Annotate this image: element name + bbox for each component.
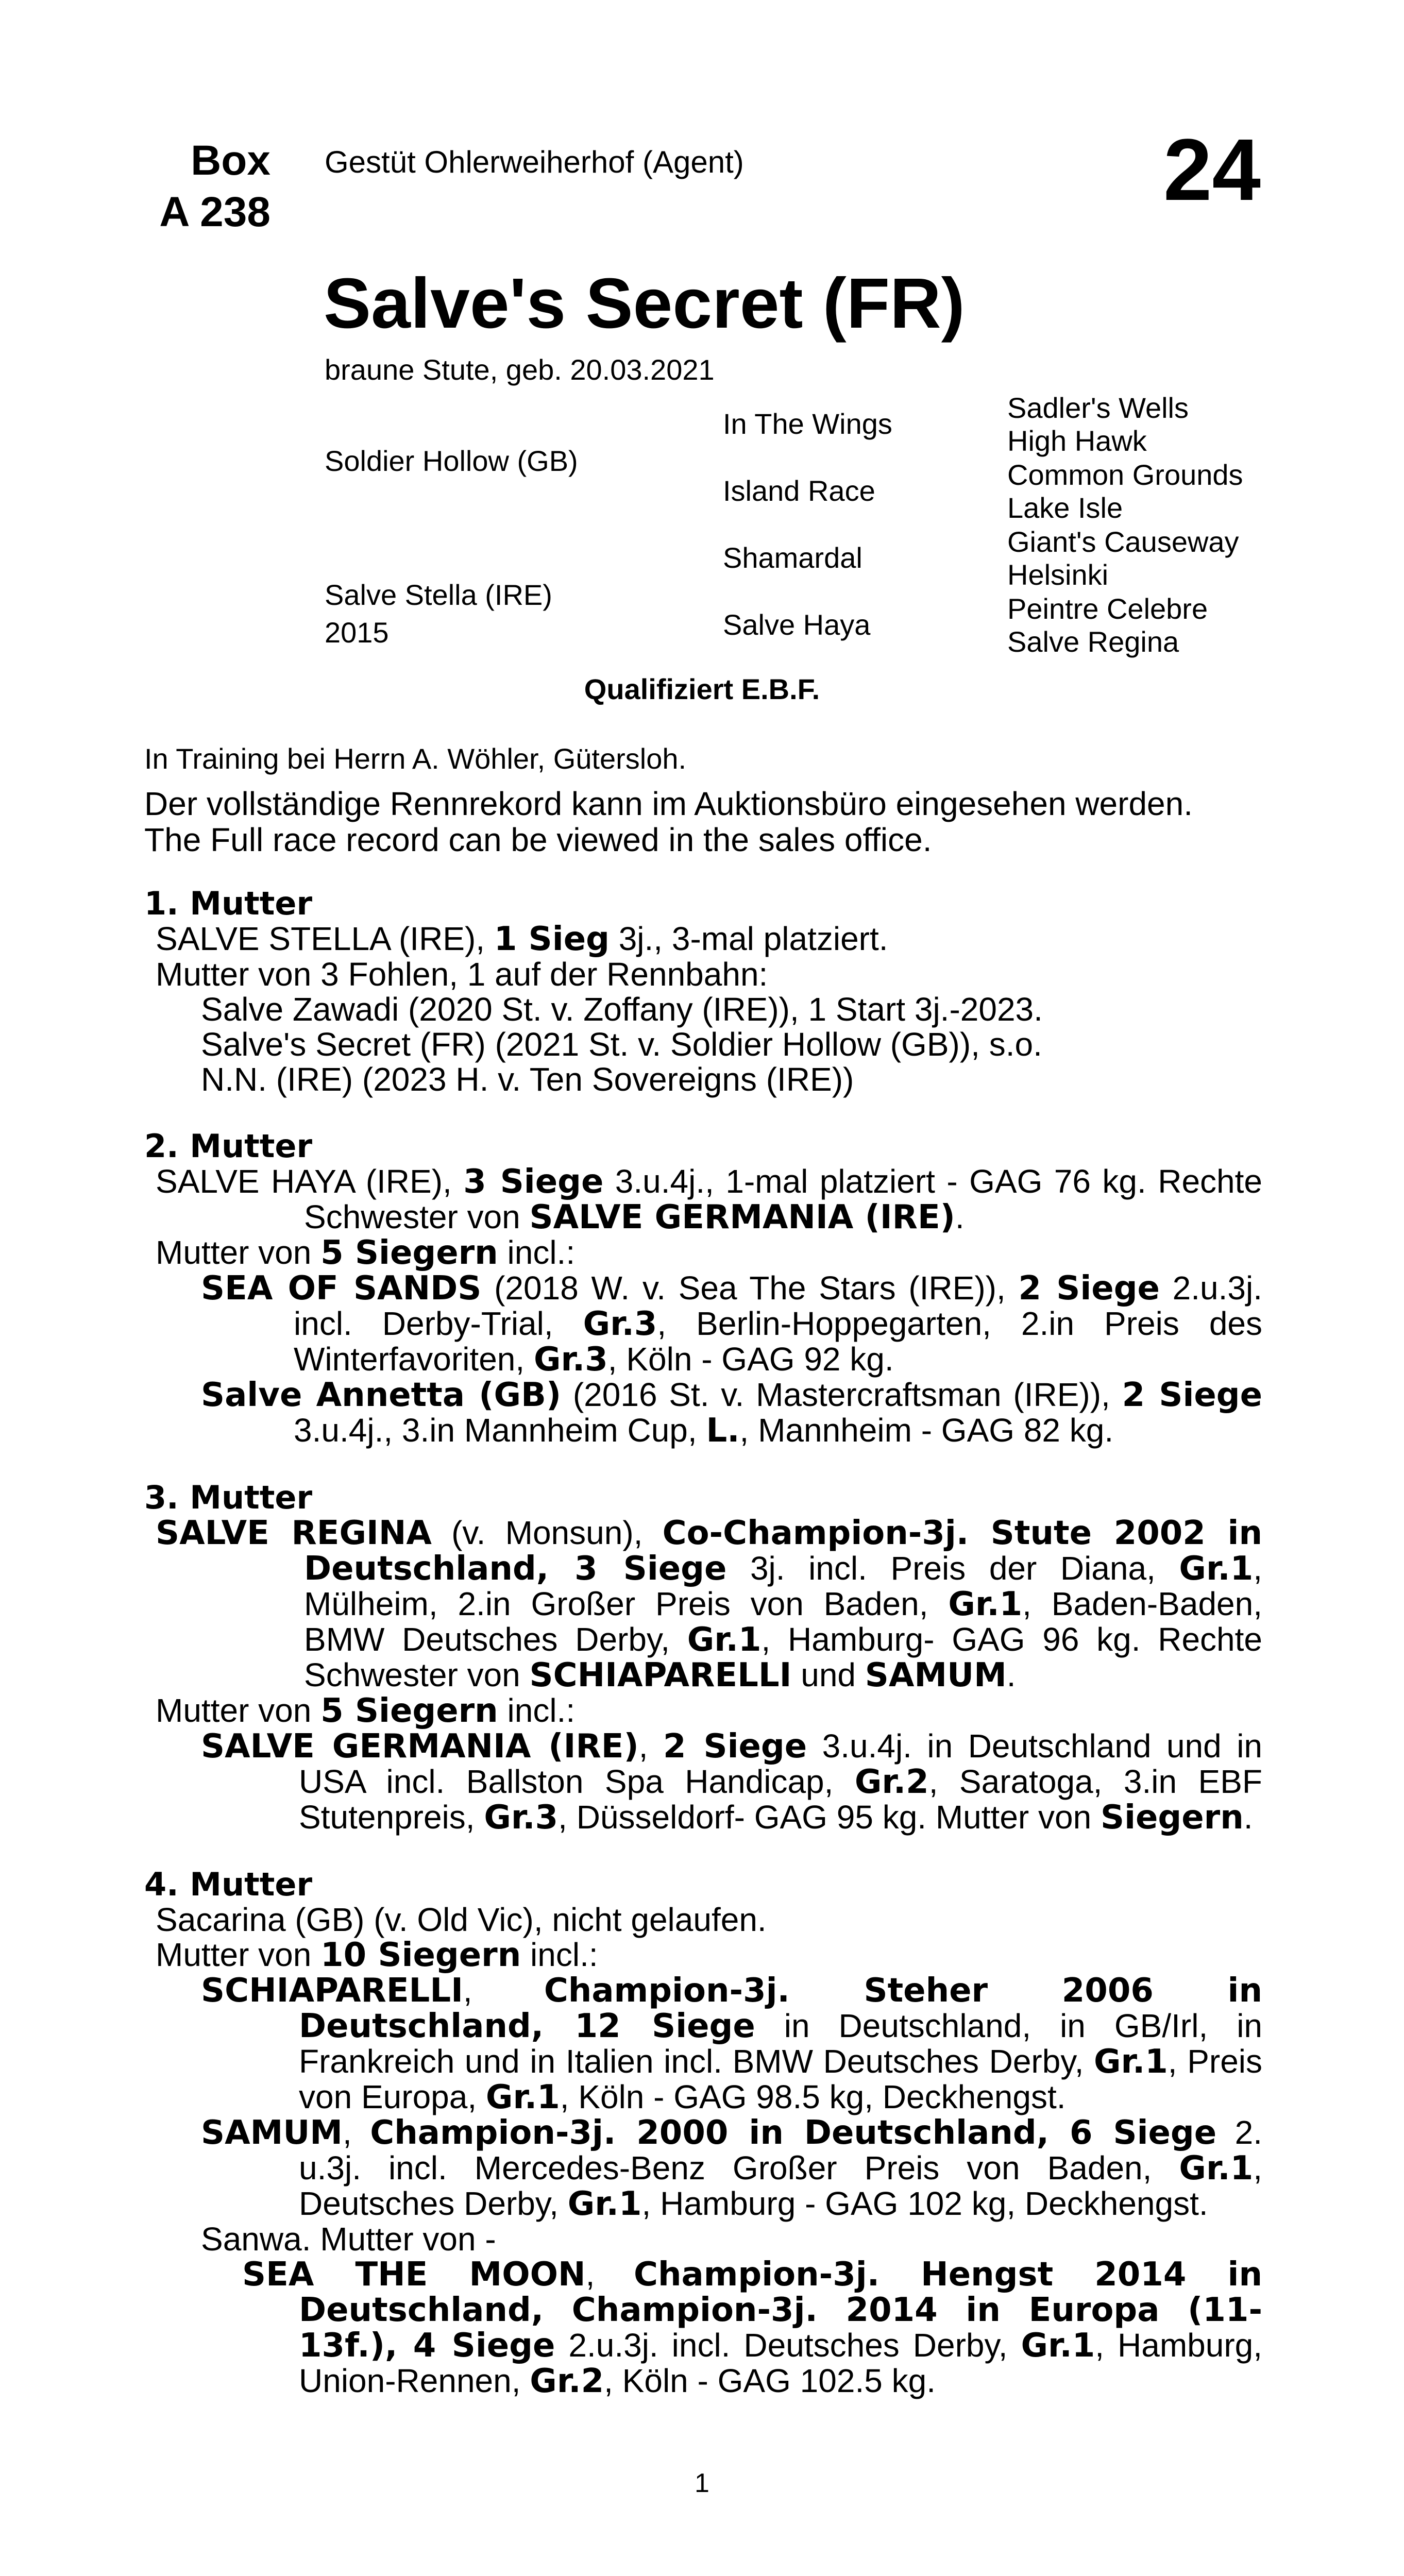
produce-intro: Mutter von 10 Siegern incl.: — [156, 1936, 598, 1974]
pedigree-sire: Soldier Hollow (GB) — [325, 445, 578, 477]
pedigree-grandparent: In The Wings — [723, 408, 892, 440]
section-heading: 1. Mutter — [144, 885, 313, 922]
race-record-en: The Full race record can be viewed in the sales office. — [144, 821, 932, 858]
produce-item: Salve Annetta (GB) (2016 St. v. Mastercraftsman (IRE)), 2 Siege 3.u.4j., 3.in Mannheim Cup, L., Mannheim - GAG 82 kg. — [201, 1376, 1263, 1450]
produce-intro: Mutter von 3 Fohlen, 1 auf der Rennbahn: — [156, 956, 768, 993]
section-dam-2 — [144, 1129, 1262, 1448]
pedigree-dam: Salve Stella (IRE) — [325, 579, 552, 611]
section-heading: 4. Mutter — [144, 1866, 313, 1903]
pedigree-dam-year: 2015 — [325, 616, 389, 649]
race-record-note — [144, 786, 1193, 858]
horse-description: braune Stute, geb. 20.03.2021 — [325, 353, 715, 386]
family-content — [144, 886, 1262, 2399]
page-number: 1 — [695, 2468, 709, 2498]
section-dam-3 — [144, 1480, 1262, 1835]
produce-item: SALVE GERMANIA (IRE), 2 Siege 3.u.4j. in Deutschland und in USA incl. Ballston Spa Handicap, Gr.2, Saratoga, 3.in EBF Stutenpreis, Gr.3, Düsseldorf- GAG 95 kg. Mutter von Siegern. — [201, 1727, 1263, 1837]
produce-item: Salve's Secret (FR) (2021 St. v. Soldier Hollow (GB)), s.o. — [201, 1026, 1042, 1063]
pedigree-great-grandparent: Sadler's Wells — [1007, 392, 1189, 424]
dam-line: Sacarina (GB) (v. Old Vic), nicht gelaufen. — [156, 1901, 767, 1938]
pedigree-grandparent: Island Race — [723, 474, 875, 507]
produce-item: Salve Zawadi (2020 St. v. Zoffany (IRE)), 1 Start 3j.-2023. — [201, 991, 1043, 1028]
section-heading: 2. Mutter — [144, 1127, 313, 1165]
produce-intro: Mutter von 5 Siegern incl.: — [156, 1234, 576, 1272]
pedigree-great-grandparent: High Hawk — [1007, 425, 1147, 457]
horse-name: Salve's Secret (FR) — [324, 264, 965, 343]
lot-number: 24 — [1163, 121, 1261, 219]
pedigree-great-grandparent: Lake Isle — [1007, 492, 1123, 524]
produce-item: Sanwa. Mutter von - — [201, 2221, 496, 2258]
pedigree-grandparent: Shamardal — [723, 541, 862, 574]
pedigree-great-grandparent: Common Grounds — [1007, 459, 1243, 491]
produce-item: N.N. (IRE) (2023 H. v. Ten Sovereigns (IRE)) — [201, 1061, 854, 1098]
dam-line: SALVE REGINA (v. Monsun), Co-Champion-3j. Stute 2002 in Deutschland, 3 Siege 3j. incl. Preis der Diana, Gr.1, Mülheim, 2.in Großer Preis von Baden, Gr.1, Baden-Baden, BMW Deutsches Derby, Gr.1, Hamburg- GAG 96 kg. Rechte Schwester von SCHIAPARELLI und SAMUM. — [156, 1514, 1263, 1694]
dam-line: SALVE HAYA (IRE), 3 Siege 3.u.4j., 1-mal platziert - GAG 76 kg. Rechte Schwester von SALVE GERMANIA (IRE). — [156, 1163, 1263, 1236]
pedigree-great-grandparent: Giant's Causeway — [1007, 526, 1239, 558]
pedigree-great-grandparent: Helsinki — [1007, 558, 1109, 591]
qualification: Qualifiziert E.B.F. — [584, 673, 820, 705]
section-heading: 3. Mutter — [144, 1479, 313, 1516]
box-label: Box A 238 — [159, 137, 270, 235]
race-record-de: Der vollständige Rennrekord kann im Auktionsbüro eingesehen werden. — [144, 785, 1193, 822]
section-dam-1 — [144, 886, 1262, 1097]
dam-line: SALVE STELLA (IRE), 1 Sieg 3j., 3-mal platziert. — [156, 920, 888, 958]
pedigree-great-grandparent: Salve Regina — [1007, 625, 1179, 658]
produce-item: SAMUM, Champion-3j. 2000 in Deutschland, 6 Siege 2. u.3j. incl. Mercedes-Benz Großer Preis von Baden, Gr.1, Deutsches Derby, Gr.1, Hamburg - GAG 102 kg, Deckhengst. — [201, 2114, 1263, 2223]
agent-name: Gestüt Ohlerweiherhof (Agent) — [325, 145, 744, 179]
section-dam-4 — [144, 1867, 1262, 2399]
produce-item: SCHIAPARELLI, Champion-3j. Steher 2006 in Deutschland, 12 Siege in Deutschland, in GB/Irl, in Frankreich und in Italien incl. BMW Deutsches Derby, Gr.1, Preis von Europa, Gr.1, Köln - GAG 98.5 kg, Deckhengst. — [201, 1972, 1263, 2116]
pedigree-great-grandparent: Peintre Celebre — [1007, 592, 1208, 625]
produce-intro: Mutter von 5 Siegern incl.: — [156, 1692, 576, 1730]
training-info: In Training bei Herrn A. Wöhler, Gütersloh. — [144, 742, 687, 775]
pedigree-grandparent: Salve Haya — [723, 608, 871, 641]
produce-item: SEA THE MOON, Champion-3j. Hengst 2014 in Deutschland, Champion-3j. 2014 in Europa (11-13f.), 4 Siege 2.u.3j. incl. Deutsches Derby, Gr.1, Hamburg, Union-Rennen, Gr.2, Köln - GAG 102.5 kg. — [242, 2256, 1263, 2400]
produce-item: SEA OF SANDS (2018 W. v. Sea The Stars (IRE)), 2 Siege 2.u.3j. incl. Derby-Trial, Gr.3, Berlin-Hoppegarten, 2.in Preis des Winterfavoriten, Gr.3, Köln - GAG 92 kg. — [201, 1269, 1263, 1379]
